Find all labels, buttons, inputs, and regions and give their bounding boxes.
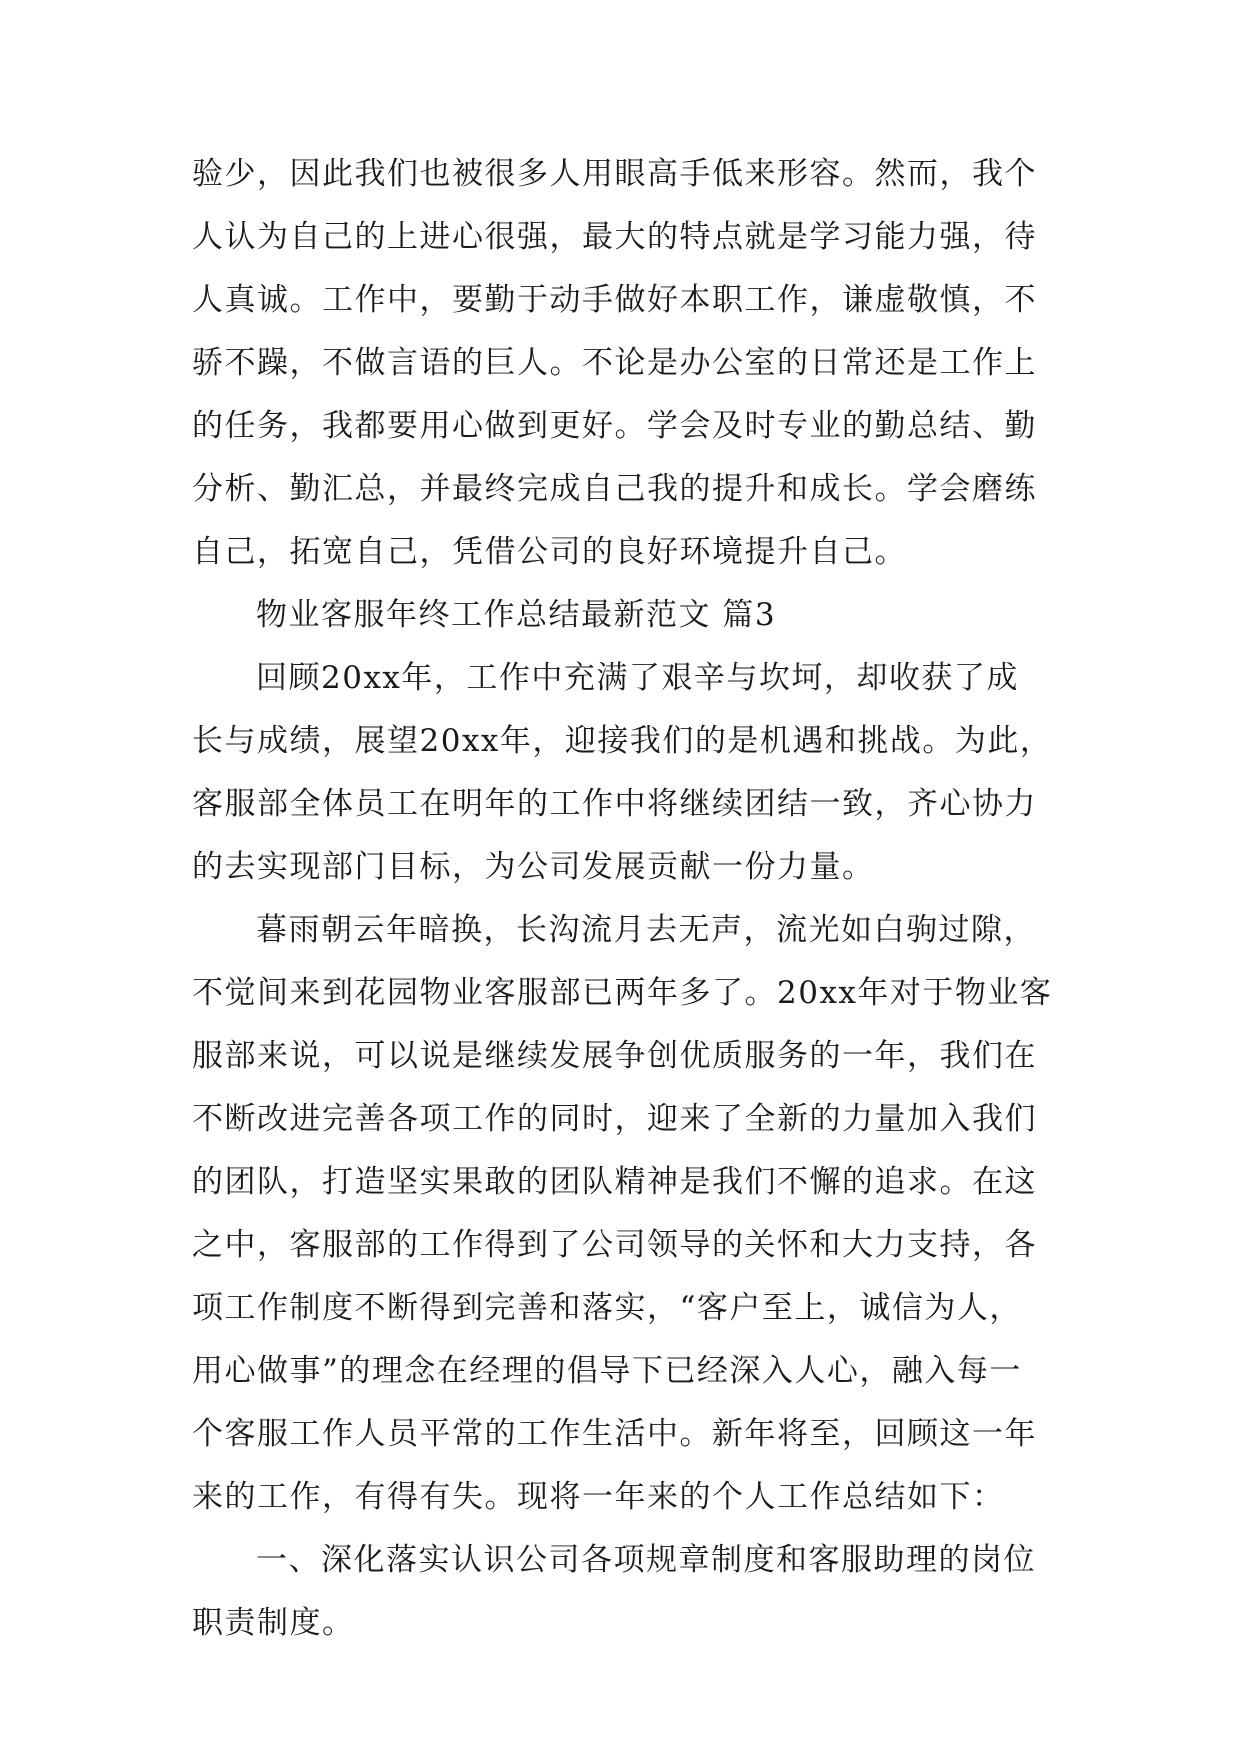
text-line: 人真诚。工作中，要勤于动手做好本职工作，谦虚敬慎，不 [192,282,1037,318]
text-line: 的团队，打造坚实果敢的团队精神是我们不懈的追求。在这 [192,1164,1037,1200]
section-heading [256,584,1126,647]
text-line: 来的工作，有得有失。现将一年来的个人工作总结如下： [192,1479,1005,1515]
paragraph-1 [192,143,1062,584]
text-line: 项工作制度不断得到完善和落实，“客户至上，诚信为人， [192,1290,1022,1326]
text-line: 职责制度。 [192,1605,355,1641]
text-line: 验少，因此我们也被很多人用眼高手低来形容。然而，我个 [192,156,1037,192]
heading-text: 物业客服年终工作总结最新范文 篇3 [256,597,777,633]
text-line: 客服部全体员工在明年的工作中将继续团结一致，齐心协力 [192,786,1037,822]
text-line: 用心做事”的理念在经理的倡导下已经深入人心，融入每一 [192,1353,1022,1389]
text-line: 不断改进完善各项工作的同时，迎来了全新的力量加入我们 [192,1101,1037,1137]
paragraph-4 [192,1529,1062,1655]
text-line: 一、深化落实认识公司各项规章制度和客服助理的岗位 [256,1542,1036,1578]
text-line: 暮雨朝云年暗换，长沟流月去无声，流光如白驹过隙， [256,912,1036,948]
text-line: 服部来说，可以说是继续发展争创优质服务的一年，我们在 [192,1038,1037,1074]
text-line: 自己，拓宽自己，凭借公司的良好环境提升自己。 [192,534,907,570]
paragraph-3 [192,899,1062,1529]
text-line: 个客服工作人员平常的工作生活中。新年将至，回顾这一年 [192,1416,1037,1452]
text-line: 骄不躁，不做言语的巨人。不论是办公室的日常还是工作上 [192,345,1037,381]
paragraph-2 [192,647,1062,899]
text-line: 之中，客服部的工作得到了公司领导的关怀和大力支持，各 [192,1227,1037,1263]
text-line: 人认为自己的上进心很强，最大的特点就是学习能力强，待 [192,219,1037,255]
text-line: 回顾20xx年，工作中充满了艰辛与坎坷，却收获了成 [256,660,1019,696]
text-line: 不觉间来到花园物业客服部已两年多了。20xx年对于物业客 [192,975,1053,1011]
text-line: 长与成绩，展望20xx年，迎接我们的是机遇和挑战。为此， [192,723,1053,759]
text-line: 分析、勤汇总，并最终完成自己我的提升和成长。学会磨练 [192,471,1037,507]
text-line: 的去实现部门目标，为公司发展贡献一份力量。 [192,849,875,885]
text-line: 的任务，我都要用心做到更好。学会及时专业的勤总结、勤 [192,408,1037,444]
